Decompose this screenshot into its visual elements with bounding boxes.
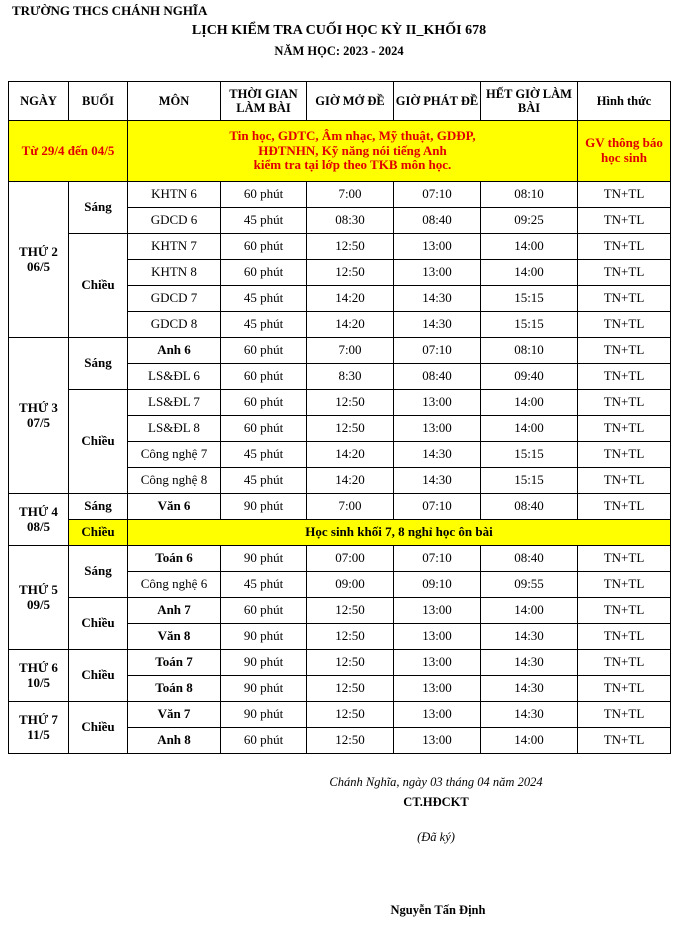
day-cell [9, 494, 69, 546]
subject-cell: GDCD 6 [128, 208, 221, 234]
subject-cell: Văn 8 [128, 624, 221, 650]
signature-signed-note: (Đã ký) [417, 830, 455, 844]
subject-cell: Anh 7 [128, 598, 221, 624]
col-header-end-time: HẾT GIỜ LÀM BÀI [481, 82, 578, 121]
end-time-cell: 14:00 [481, 598, 578, 624]
end-time-cell: 15:15 [481, 468, 578, 494]
format-cell: TN+TL [578, 234, 671, 260]
open-time-cell: 12:50 [307, 390, 394, 416]
day-cell [9, 702, 69, 754]
open-time-cell: 07:00 [307, 546, 394, 572]
end-time-cell: 09:25 [481, 208, 578, 234]
distribute-time-cell: 14:30 [394, 468, 481, 494]
table-row [9, 390, 671, 416]
session-cell: Sáng [69, 494, 128, 520]
open-time-cell: 12:50 [307, 260, 394, 286]
day-date: 09/5 [26, 596, 51, 612]
day-name: THỨ 4 [19, 503, 58, 519]
end-time-cell: 14:00 [481, 728, 578, 754]
format-cell: TN+TL [578, 702, 671, 728]
subject-cell: Toán 8 [128, 676, 221, 702]
open-time-cell: 12:50 [307, 702, 394, 728]
subject-cell: Toán 6 [128, 546, 221, 572]
in-class-tests-format: GV thông báo học sinh [578, 121, 671, 182]
duration-cell: 90 phút [221, 546, 307, 572]
day-date: 10/5 [26, 674, 51, 690]
open-time-cell: 12:50 [307, 650, 394, 676]
session-cell: Chiều [69, 598, 128, 650]
subject-cell: Anh 8 [128, 728, 221, 754]
end-time-cell: 14:00 [481, 260, 578, 286]
session-cell: Chiều [69, 650, 128, 702]
format-cell: TN+TL [578, 572, 671, 598]
distribute-time-cell: 08:40 [394, 208, 481, 234]
open-time-cell: 7:00 [307, 494, 394, 520]
subject-cell: Công nghệ 8 [128, 468, 221, 494]
day-date: 07/5 [26, 414, 51, 430]
table-row [9, 650, 671, 676]
distribute-time-cell: 14:30 [394, 286, 481, 312]
in-class-tests-row [9, 121, 671, 182]
end-time-cell: 15:15 [481, 442, 578, 468]
format-cell: TN+TL [578, 676, 671, 702]
open-time-cell: 12:50 [307, 598, 394, 624]
table-row [9, 182, 671, 208]
open-time-cell: 8:30 [307, 364, 394, 390]
format-cell: TN+TL [578, 494, 671, 520]
end-time-cell: 15:15 [481, 286, 578, 312]
end-time-cell: 14:00 [481, 390, 578, 416]
subject-cell: LS&ĐL 8 [128, 416, 221, 442]
duration-cell: 60 phút [221, 728, 307, 754]
day-cell [9, 650, 69, 702]
open-time-cell: 12:50 [307, 416, 394, 442]
school-name: TRƯỜNG THCS CHÁNH NGHĨA [12, 3, 208, 18]
duration-cell: 60 phút [221, 182, 307, 208]
session-cell: Chiều [69, 702, 128, 754]
distribute-time-cell: 09:10 [394, 572, 481, 598]
open-time-cell: 14:20 [307, 442, 394, 468]
session-note: Học sinh khối 7, 8 nghỉ học ôn bài [128, 520, 671, 546]
format-cell: TN+TL [578, 260, 671, 286]
end-time-cell: 08:40 [481, 494, 578, 520]
table-row [9, 520, 671, 546]
distribute-time-cell: 13:00 [394, 676, 481, 702]
subject-cell: KHTN 8 [128, 260, 221, 286]
end-time-cell: 14:30 [481, 624, 578, 650]
table-row [9, 702, 671, 728]
session-cell: Sáng [69, 182, 128, 234]
format-cell: TN+TL [578, 468, 671, 494]
day-cell [9, 182, 69, 338]
distribute-time-cell: 07:10 [394, 338, 481, 364]
session-cell: Chiều [69, 520, 128, 546]
open-time-cell: 7:00 [307, 182, 394, 208]
subject-cell: LS&ĐL 6 [128, 364, 221, 390]
table-header-row [9, 82, 671, 121]
duration-cell: 60 phút [221, 234, 307, 260]
duration-cell: 45 phút [221, 286, 307, 312]
duration-cell: 60 phút [221, 338, 307, 364]
duration-cell: 90 phút [221, 650, 307, 676]
signer-name: Nguyễn Tấn Định [390, 903, 486, 917]
duration-cell: 60 phút [221, 416, 307, 442]
open-time-cell: 09:00 [307, 572, 394, 598]
col-header-session: BUỔI [69, 82, 128, 121]
distribute-time-cell: 13:00 [394, 260, 481, 286]
duration-cell: 45 phút [221, 572, 307, 598]
subject-cell: GDCD 8 [128, 312, 221, 338]
col-header-distribute-time: GIỜ PHÁT ĐỀ [394, 82, 481, 121]
subject-cell: Toán 7 [128, 650, 221, 676]
duration-cell: 90 phút [221, 494, 307, 520]
subject-cell: KHTN 7 [128, 234, 221, 260]
in-class-tests-description [128, 121, 578, 182]
distribute-time-cell: 13:00 [394, 416, 481, 442]
day-name: THỨ 3 [19, 399, 58, 415]
day-cell [9, 338, 69, 494]
distribute-time-cell: 07:10 [394, 494, 481, 520]
table-row [9, 338, 671, 364]
end-time-cell: 08:10 [481, 182, 578, 208]
col-header-duration: THỜI GIAN LÀM BÀI [221, 82, 307, 121]
end-time-cell: 14:00 [481, 234, 578, 260]
col-header-format: Hình thức [578, 82, 671, 121]
open-time-cell: 12:50 [307, 676, 394, 702]
end-time-cell: 14:00 [481, 416, 578, 442]
day-date: 08/5 [26, 518, 51, 534]
session-cell: Chiều [69, 234, 128, 338]
subject-cell: Công nghệ 7 [128, 442, 221, 468]
duration-cell: 45 phút [221, 208, 307, 234]
day-name: THỨ 5 [19, 581, 58, 597]
in-class-tests-line-3: kiểm tra tại lớp theo TKB môn học. [253, 157, 452, 173]
duration-cell: 45 phút [221, 312, 307, 338]
distribute-time-cell: 13:00 [394, 702, 481, 728]
school-year: NĂM HỌC: 2023 - 2024 [274, 44, 404, 58]
distribute-time-cell: 13:00 [394, 598, 481, 624]
format-cell: TN+TL [578, 208, 671, 234]
end-time-cell: 09:55 [481, 572, 578, 598]
duration-cell: 90 phút [221, 624, 307, 650]
table-row [9, 598, 671, 624]
distribute-time-cell: 13:00 [394, 624, 481, 650]
col-header-day: NGÀY [9, 82, 69, 121]
format-cell: TN+TL [578, 338, 671, 364]
end-time-cell: 14:30 [481, 702, 578, 728]
format-cell: TN+TL [578, 728, 671, 754]
in-class-tests-line-1: Tin học, GDTC, Âm nhạc, Mỹ thuật, GDĐP, [229, 127, 476, 143]
open-time-cell: 12:50 [307, 234, 394, 260]
end-time-cell: 15:15 [481, 312, 578, 338]
subject-cell: GDCD 7 [128, 286, 221, 312]
distribute-time-cell: 08:40 [394, 364, 481, 390]
exam-schedule-table [8, 81, 671, 754]
day-date: 06/5 [26, 258, 51, 274]
subject-cell: KHTN 6 [128, 182, 221, 208]
in-class-tests-line-2: HĐTNHN, Kỹ năng nói tiếng Anh [258, 142, 447, 158]
open-time-cell: 14:20 [307, 468, 394, 494]
table-row [9, 546, 671, 572]
subject-cell: Văn 6 [128, 494, 221, 520]
format-cell: TN+TL [578, 546, 671, 572]
format-cell: TN+TL [578, 598, 671, 624]
day-date: 11/5 [27, 726, 50, 742]
duration-cell: 60 phút [221, 390, 307, 416]
end-time-cell: 08:10 [481, 338, 578, 364]
format-cell: TN+TL [578, 390, 671, 416]
distribute-time-cell: 13:00 [394, 390, 481, 416]
distribute-time-cell: 13:00 [394, 234, 481, 260]
distribute-time-cell: 07:10 [394, 546, 481, 572]
subject-cell: Công nghệ 6 [128, 572, 221, 598]
subject-cell: Văn 7 [128, 702, 221, 728]
signature-organization: CT.HĐCKT [403, 795, 469, 809]
subject-cell: LS&ĐL 7 [128, 390, 221, 416]
open-time-cell: 14:20 [307, 312, 394, 338]
format-cell: TN+TL [578, 624, 671, 650]
table-row [9, 234, 671, 260]
session-cell: Sáng [69, 338, 128, 390]
duration-cell: 45 phút [221, 442, 307, 468]
format-cell: TN+TL [578, 286, 671, 312]
session-cell: Chiều [69, 390, 128, 494]
distribute-time-cell: 14:30 [394, 442, 481, 468]
subject-cell: Anh 6 [128, 338, 221, 364]
format-cell: TN+TL [578, 312, 671, 338]
day-name: THỨ 6 [19, 659, 58, 675]
col-header-open-time: GIỜ MỞ ĐỀ [307, 82, 394, 121]
duration-cell: 90 phút [221, 702, 307, 728]
format-cell: TN+TL [578, 364, 671, 390]
end-time-cell: 14:30 [481, 676, 578, 702]
duration-cell: 90 phút [221, 676, 307, 702]
end-time-cell: 14:30 [481, 650, 578, 676]
open-time-cell: 12:50 [307, 728, 394, 754]
duration-cell: 45 phút [221, 468, 307, 494]
document-title: LỊCH KIỂM TRA CUỐI HỌC KỲ II_KHỐI 678 [191, 23, 487, 38]
distribute-time-cell: 13:00 [394, 728, 481, 754]
open-time-cell: 14:20 [307, 286, 394, 312]
signature-date: Chánh Nghĩa, ngày 03 tháng 04 năm 2024 [329, 775, 543, 789]
end-time-cell: 09:40 [481, 364, 578, 390]
open-time-cell: 08:30 [307, 208, 394, 234]
col-header-subject: MÔN [128, 82, 221, 121]
format-cell: TN+TL [578, 650, 671, 676]
distribute-time-cell: 07:10 [394, 182, 481, 208]
format-cell: TN+TL [578, 182, 671, 208]
table-row [9, 494, 671, 520]
duration-cell: 60 phút [221, 364, 307, 390]
open-time-cell: 7:00 [307, 338, 394, 364]
format-cell: TN+TL [578, 442, 671, 468]
end-time-cell: 08:40 [481, 546, 578, 572]
format-cell: TN+TL [578, 416, 671, 442]
duration-cell: 60 phút [221, 260, 307, 286]
distribute-time-cell: 14:30 [394, 312, 481, 338]
in-class-tests-date: Từ 29/4 đến 04/5 [9, 121, 128, 182]
distribute-time-cell: 13:00 [394, 650, 481, 676]
day-name: THỨ 7 [19, 711, 58, 727]
day-cell [9, 546, 69, 650]
day-name: THỨ 2 [19, 243, 58, 259]
duration-cell: 60 phút [221, 598, 307, 624]
session-cell: Sáng [69, 546, 128, 598]
open-time-cell: 12:50 [307, 624, 394, 650]
